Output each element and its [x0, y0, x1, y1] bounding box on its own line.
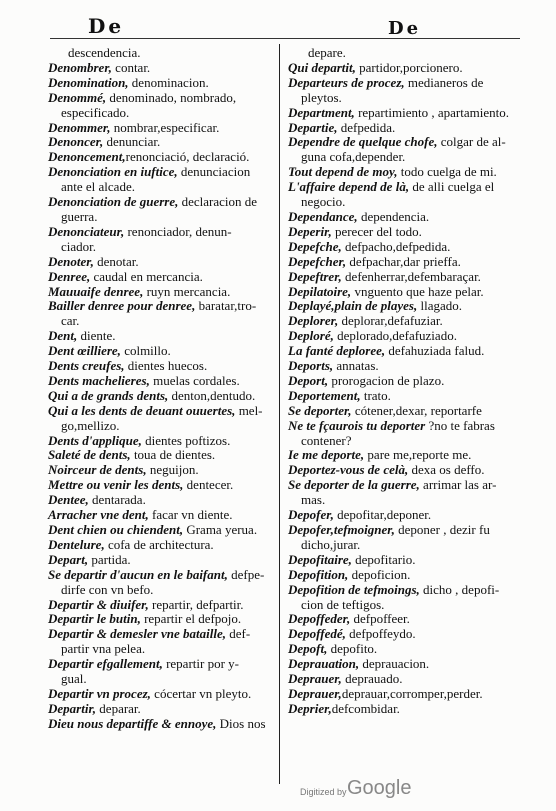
dictionary-entry — [48, 329, 274, 344]
entry-translation: colgar de al- — [437, 134, 506, 150]
entry-headword: Departir efgallement, — [48, 656, 163, 672]
dictionary-entry — [288, 657, 510, 672]
dictionary-entry — [288, 255, 510, 270]
entry-headword: Saleté de dents, — [48, 447, 131, 463]
column-divider — [279, 44, 280, 784]
dictionary-entry — [48, 717, 274, 732]
entry-translation: deprauar,corromper,perder. — [341, 685, 483, 701]
dictionary-entry — [288, 463, 510, 478]
entry-translation: depofito. — [327, 641, 378, 657]
entry-headword: Mauuaife denree, — [48, 283, 144, 299]
entry-headword: Dieu nous departiffe & ennoye, — [48, 715, 217, 731]
dictionary-entry — [48, 76, 274, 91]
entry-continuation: descendencia. — [68, 45, 141, 60]
entry-translation: denton,dentudo. — [168, 387, 256, 403]
entry-headword: Departie, — [288, 119, 338, 135]
entry-headword: Deprauer, — [288, 671, 342, 687]
dictionary-entry — [288, 135, 510, 150]
entry-continuation: dirfe con vn befo. — [61, 581, 154, 597]
entry-translation: renonciador, denun- — [124, 223, 232, 239]
entry-headword: Ne te fçaurois tu deporter — [288, 417, 426, 433]
entry-translation: declaracion de — [178, 194, 258, 210]
dictionary-entry — [288, 419, 510, 434]
entry-translation: deplorar,defafuziar. — [338, 313, 443, 329]
entry-headword: Deprauer, — [288, 685, 342, 701]
entry-headword: Mettre ou venir les dents, — [48, 477, 184, 493]
entry-headword: Depoffedé, — [288, 626, 346, 642]
entry-translation: renonciació, declaració. — [125, 149, 250, 165]
entry-translation: depofitar,deponer. — [333, 507, 432, 523]
entry-translation: deparar. — [96, 700, 141, 716]
entry-translation: toua de dientes. — [130, 447, 216, 463]
entry-headword: Dent, — [48, 328, 78, 344]
dictionary-entry — [48, 270, 274, 285]
dictionary-entry — [288, 672, 510, 687]
entry-translation: depofitario. — [351, 551, 416, 567]
entry-translation: denotar. — [93, 253, 139, 269]
dictionary-entry — [288, 314, 510, 329]
dictionary-entry — [288, 568, 510, 583]
entry-headword: Denoter, — [48, 253, 94, 269]
header-rule — [50, 38, 520, 39]
entry-headword: Denonciateur, — [48, 223, 125, 239]
dictionary-entry — [48, 538, 274, 553]
dictionary-entry — [48, 121, 274, 136]
entry-translation: trato. — [360, 387, 391, 403]
running-head-right: De — [388, 18, 422, 39]
dictionary-entry — [48, 344, 274, 359]
entry-translation: cótener,dexar, reportarfe — [351, 402, 482, 418]
entry-translation: Dios nos — [216, 715, 266, 731]
entry-headword: Qui departit, — [288, 59, 356, 75]
entry-translation: defahuziada falud. — [385, 343, 485, 359]
entry-headword: Dentee, — [48, 492, 89, 508]
entry-headword: Depefche, — [288, 238, 342, 254]
dictionary-entry — [48, 165, 274, 180]
entry-translation: dexa os deffo. — [408, 462, 485, 478]
entry-translation: todo cuelga de mi. — [397, 164, 497, 180]
entry-continuation: guna cofa,depender. — [301, 149, 406, 165]
entry-continuation: cion de teftigos. — [301, 596, 385, 612]
entry-translation: deprauado. — [341, 671, 403, 687]
entry-continuation: negocio. — [301, 194, 346, 210]
entry-headword: Departir vn procez, — [48, 685, 151, 701]
entry-translation: repartir el defpojo. — [140, 611, 242, 627]
dictionary-entry — [48, 374, 274, 389]
entry-headword: Tout depend de moy, — [288, 164, 398, 180]
entry-headword: Ie me deporte, — [288, 447, 365, 463]
entry-headword: Qui a de grands dents, — [48, 387, 169, 403]
entry-translation: de alli cuelga el — [409, 179, 495, 195]
dictionary-entry — [288, 121, 510, 136]
page-header — [0, 8, 556, 38]
entry-headword: Deploré, — [288, 328, 334, 344]
entry-translation: defenherrar,defembaraçar. — [341, 268, 481, 284]
dictionary-entry — [288, 583, 510, 598]
entry-translation: Grama yerua. — [183, 522, 258, 537]
entry-translation: muelas cordales. — [149, 372, 240, 388]
entry-headword: Deport, — [288, 372, 329, 388]
digitized-by-label: Digitized by — [300, 787, 347, 797]
entry-headword: Denombrer, — [48, 59, 112, 75]
entry-headword: Dent chien ou chiendent, — [48, 522, 184, 537]
entry-headword: Deprier, — [288, 700, 332, 716]
entry-headword: Dependance, — [288, 208, 358, 224]
entry-translation: deprauacion. — [359, 656, 430, 672]
entry-translation: contar. — [111, 59, 151, 75]
dictionary-entry — [288, 702, 510, 717]
dictionary-entry — [288, 344, 510, 359]
entry-headword: Depoft, — [288, 641, 328, 657]
dictionary-entry — [48, 299, 274, 314]
running-head-left: De — [88, 14, 125, 38]
entry-headword: Denree, — [48, 268, 91, 284]
dictionary-entry — [288, 612, 510, 627]
dictionary-entry — [48, 404, 274, 419]
entry-headword: L'affaire depend de là, — [288, 179, 410, 195]
entry-translation: repartir, defpartir. — [148, 596, 244, 612]
entry-headword: Denomination, — [48, 74, 129, 90]
entry-headword: Denommer, — [48, 119, 111, 135]
dictionary-entry — [288, 508, 510, 523]
entry-continuation: go,mellizo. — [61, 417, 120, 433]
entry-translation: pare me,reporte me. — [364, 447, 472, 463]
entry-headword: Depoffeder, — [288, 611, 351, 627]
entry-continuation: contener? — [301, 432, 352, 448]
dictionary-entry — [288, 210, 510, 225]
entry-translation: def- — [226, 626, 251, 642]
dictionary-entry — [288, 523, 510, 538]
dictionary-entry — [48, 225, 274, 240]
entry-continuation: guerra. — [61, 208, 98, 224]
entry-translation: denunciar. — [103, 134, 161, 150]
dictionary-entry — [288, 180, 510, 195]
entry-headword: Se deporter, — [288, 402, 352, 418]
dictionary-entry — [48, 598, 274, 613]
entry-translation: repartimiento , apartamiento. — [354, 104, 509, 120]
entry-translation: denominacion. — [128, 74, 209, 90]
dictionary-entry — [288, 642, 510, 657]
dictionary-entry — [48, 61, 274, 76]
dictionary-entry — [48, 523, 274, 538]
entry-translation: defpoffeer. — [350, 611, 410, 627]
entry-headword: La fanté deploree, — [288, 343, 386, 359]
dictionary-entry — [48, 434, 274, 449]
entry-headword: Denommé, — [48, 89, 107, 105]
entry-translation: ?no te fabras — [425, 417, 495, 433]
dictionary-entry — [48, 448, 274, 463]
entry-headword: Deplorer, — [288, 313, 339, 329]
dictionary-entry — [48, 389, 274, 404]
entry-headword: Depilatoire, — [288, 283, 352, 299]
entry-continuation: ciador. — [61, 238, 97, 254]
dictionary-entry — [288, 627, 510, 642]
entry-translation: neguijon. — [146, 462, 199, 478]
entry-headword: Dents d'applique, — [48, 432, 142, 448]
dictionary-entry — [288, 359, 510, 374]
dictionary-entry — [48, 568, 274, 583]
entry-translation: mel- — [235, 402, 263, 418]
entry-translation: partidor,porcionero. — [355, 59, 463, 75]
dictionary-entry — [288, 374, 510, 389]
entry-translation: arrimar las ar- — [419, 477, 497, 493]
dictionary-entry — [48, 553, 274, 568]
dictionary-entry — [48, 150, 274, 165]
entry-headword: Denonciation de guerre, — [48, 194, 179, 210]
dictionary-entry — [48, 463, 274, 478]
entry-headword: Deports, — [288, 358, 334, 374]
dictionary-entry — [288, 270, 510, 285]
entry-translation: defpacho,defpedida. — [341, 238, 451, 254]
entry-headword: Qui a les dents de deuant ouuertes, — [48, 402, 236, 418]
dictionary-entry — [48, 359, 274, 374]
entry-translation: dicho , depofi- — [419, 581, 500, 597]
dictionary-entry — [48, 135, 274, 150]
entry-continuation: dicho,jurar. — [301, 536, 361, 552]
entry-headword: Denoncement, — [48, 149, 126, 165]
entry-translation: baratar,tro- — [195, 298, 257, 314]
entry-translation: partida. — [88, 551, 131, 567]
entry-headword: Bailler denree pour denree, — [48, 298, 196, 314]
dictionary-entry — [288, 389, 510, 404]
entry-translation: colmillo. — [120, 343, 171, 359]
entry-translation: cócertar vn pleyto. — [150, 685, 252, 701]
entry-headword: Depeftrer, — [288, 268, 342, 284]
entry-headword: Deportement, — [288, 387, 361, 403]
entry-headword: Depofitaire, — [288, 551, 352, 567]
entry-translation: defcombidar. — [331, 700, 400, 716]
entry-translation: defpedida. — [337, 119, 396, 135]
dictionary-entry — [48, 255, 274, 270]
entry-translation: medianeros de — [404, 74, 484, 90]
entry-translation: repartir por y- — [162, 656, 239, 672]
digitized-watermark — [300, 775, 540, 805]
dictionary-entry — [288, 687, 510, 702]
dictionary-entry — [288, 240, 510, 255]
entry-headword: Deplayé,plain de playes, — [288, 298, 418, 314]
entry-translation: dientes poftizos. — [141, 432, 231, 448]
entry-continuation: car. — [61, 313, 80, 329]
entry-translation: perecer del todo. — [331, 223, 422, 239]
entry-continuation: partir vna pelea. — [61, 641, 146, 657]
entry-translation: dependencia. — [357, 208, 430, 224]
entry-translation: cofa de architectura. — [104, 536, 214, 552]
dictionary-entry — [48, 91, 274, 106]
entry-headword: Se departir d'aucun en le baifant, — [48, 566, 228, 582]
entry-translation: llagado. — [417, 298, 463, 314]
dictionary-entry — [288, 285, 510, 300]
entry-translation: vnguento que haze pelar. — [351, 283, 484, 299]
dictionary-entry — [48, 195, 274, 210]
entry-headword: Departir, — [48, 700, 97, 716]
entry-headword: Depofer,tefmoigner, — [288, 522, 395, 537]
entry-headword: Dependre de quelque chofe, — [288, 134, 438, 150]
entry-headword: Depofition de tefmoings, — [288, 581, 420, 597]
dictionary-entry — [48, 285, 274, 300]
dictionary-entry — [288, 553, 510, 568]
entry-continuation: especificado. — [61, 104, 130, 120]
entry-translation: defpe- — [227, 566, 265, 582]
entry-translation: dientes huecos. — [124, 358, 208, 374]
entry-continuation: ante el alcade. — [61, 179, 135, 195]
google-logo: Google — [347, 777, 412, 799]
entry-headword: Deperir, — [288, 223, 332, 239]
entry-translation: ruyn mercancia. — [143, 283, 231, 299]
dictionary-entry — [288, 448, 510, 463]
entry-headword: Dents machelieres, — [48, 372, 150, 388]
entry-translation: diente. — [77, 328, 116, 344]
entry-translation: caudal en mercancia. — [90, 268, 203, 284]
dictionary-entry — [48, 687, 274, 702]
dictionary-entry — [288, 106, 510, 121]
entry-headword: Se deporter de la guerre, — [288, 477, 420, 493]
dictionary-entry — [48, 612, 274, 627]
entry-translation: annatas. — [333, 358, 379, 374]
entry-headword: Dent œilliere, — [48, 343, 121, 359]
dictionary-entry — [288, 165, 510, 180]
entry-continuation: pleytos. — [301, 89, 342, 105]
right-column — [288, 46, 510, 717]
entry-headword: Dents creufes, — [48, 358, 125, 374]
entry-headword: Noirceur de dents, — [48, 462, 147, 478]
dictionary-entry — [48, 478, 274, 493]
entry-headword: Depofer, — [288, 507, 334, 523]
entry-translation: deponer , dezir fu — [394, 522, 490, 537]
dictionary-entry — [288, 61, 510, 76]
entry-translation: dentecer. — [183, 477, 234, 493]
entry-headword: Depefcher, — [288, 253, 347, 269]
entry-translation: facar vn diente. — [148, 507, 233, 523]
entry-translation: deplorado,defafuziado. — [333, 328, 457, 344]
dictionary-entry — [48, 657, 274, 672]
dictionary-entry — [288, 478, 510, 493]
entry-translation: defpoffeydo. — [345, 626, 416, 642]
dictionary-entry — [288, 404, 510, 419]
entry-continuation: depare. — [308, 45, 346, 60]
dictionary-entry — [288, 225, 510, 240]
entry-continuation: mas. — [301, 492, 326, 508]
dictionary-entry — [48, 508, 274, 523]
entry-translation: dentarada. — [88, 492, 146, 508]
entry-headword: Dentelure, — [48, 536, 105, 552]
dictionary-entry — [288, 329, 510, 344]
entry-headword: Deportez-vous de celà, — [288, 462, 409, 478]
dictionary-entry — [288, 76, 510, 91]
entry-headword: Departeurs de procez, — [288, 74, 405, 90]
entry-translation: denunciacion — [177, 164, 251, 180]
entry-headword: Depart, — [48, 551, 89, 567]
entry-translation: depoficion. — [348, 566, 411, 582]
entry-continuation: gual. — [61, 671, 87, 687]
entry-headword: Arracher vne dent, — [48, 507, 149, 523]
left-column — [48, 46, 274, 732]
entry-headword: Department, — [288, 104, 355, 120]
entry-headword: Departir & diuifer, — [48, 596, 149, 612]
entry-headword: Departir le butin, — [48, 611, 141, 627]
entry-translation: denominado, nombrado, — [106, 89, 237, 105]
dictionary-entry — [288, 299, 510, 314]
entry-headword: Depofition, — [288, 566, 349, 582]
entry-translation: nombrar,especificar. — [110, 119, 220, 135]
entry-translation: prorogacion de plazo. — [328, 372, 445, 388]
entry-translation: defpachar,dar prieffa. — [346, 253, 461, 269]
entry-headword: Denoncer, — [48, 134, 104, 150]
entry-headword: Departir & demesler vne bataille, — [48, 626, 227, 642]
entry-headword: Deprauation, — [288, 656, 360, 672]
dictionary-entry — [48, 493, 274, 508]
dictionary-entry — [48, 702, 274, 717]
entry-headword: Denonciation en iuftice, — [48, 164, 178, 180]
dictionary-entry — [48, 627, 274, 642]
